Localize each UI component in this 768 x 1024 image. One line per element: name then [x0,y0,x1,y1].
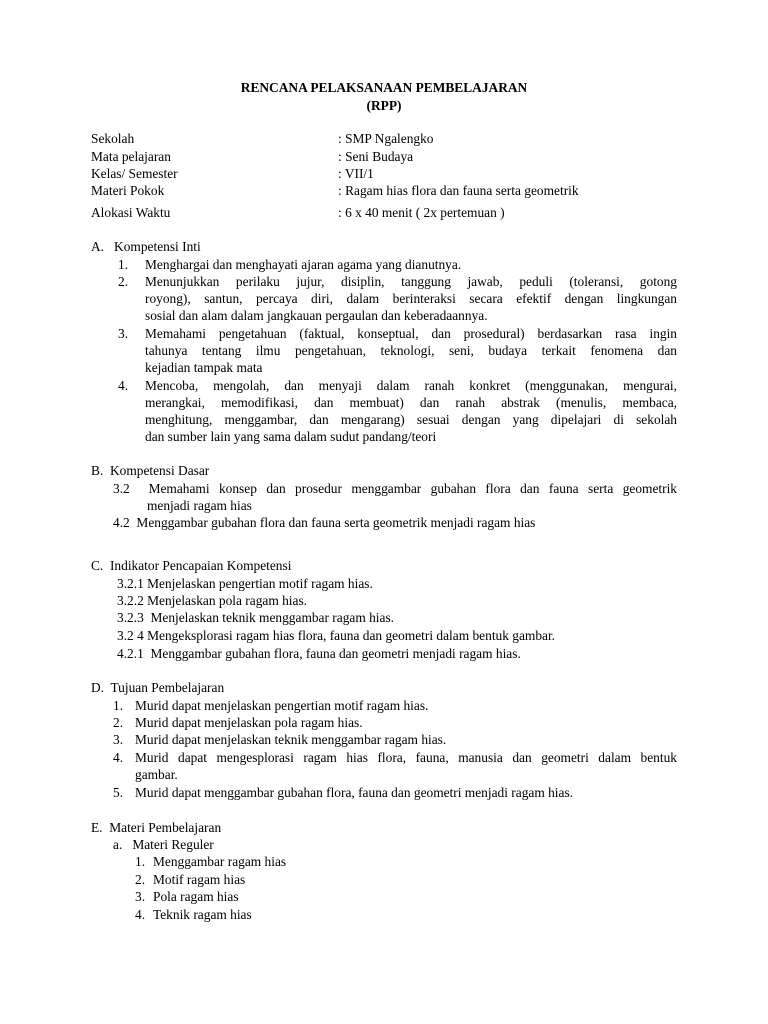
list-item-text: Menunjukkan perilaku jujur, disiplin, tanggung jawab, peduli (toleransi, gotong [145,274,677,289]
list-item-text: 3.2.1 Menjelaskan pengertian motif ragam hias. [117,576,373,591]
list-item-text: 3.2 4 Mengeksplorasi ragam hias flora, fauna dan geometri dalam bentuk gambar. [117,628,556,643]
list-item-text: Teknik ragam hias [153,907,252,922]
identity-label: Materi Pokok [91,183,165,198]
document-subtitle: (RPP) [366,98,402,113]
list-number: 3. [118,326,129,341]
identity-label: Kelas/ Semester [91,166,178,181]
list-item-text: Mencoba, mengolah, dan menyaji dalam ranah konkret (menggunakan, mengurai, [145,378,677,393]
list-item-text: 3.2 Memahami konsep dan prosedur menggambar gubahan flora dan fauna serta geometrik [113,481,677,496]
section-heading: B. Kompetensi Dasar [91,463,210,478]
subsection-heading: a. Materi Reguler [113,837,214,852]
identity-label: Sekolah [91,131,135,146]
list-item-text: menjadi ragam hias [147,498,252,513]
section-heading: E. Materi Pembelajaran [91,820,222,835]
list-number: 2. [135,872,146,887]
list-item-text: Menggambar ragam hias [153,854,287,869]
list-item-text: tahunya tentang ilmu pengetahuan, teknologi, seni, budaya terkait fenomena dan [145,343,677,358]
list-item-text: Pola ragam hias [153,889,239,904]
list-number: 1. [113,698,124,713]
list-item-text: royong), santun, percaya diri, dalam berinteraksi secara efektif dengan lingkungan [145,291,677,306]
list-item-text: Motif ragam hias [153,872,246,887]
identity-label: Mata pelajaran [91,149,171,164]
identity-value: : Ragam hias flora dan fauna serta geometrik [338,183,579,198]
list-item-text: sosial dan alam dalam jangkauan pergaulan dan keberadaannya. [145,308,488,323]
list-item-text: Murid dapat menggambar gubahan flora, fauna dan geometri menjadi ragam hias. [135,785,574,800]
list-item-text: 4.2.1 Menggambar gubahan flora, fauna dan geometri menjadi ragam hias. [117,646,521,661]
list-number: 1. [135,854,146,869]
identity-value: : 6 x 40 menit ( 2x pertemuan ) [338,205,505,220]
section-heading: A. Kompetensi Inti [91,239,201,254]
list-item-text: gambar. [135,767,178,782]
list-number: 3. [113,732,124,747]
list-number: 5. [113,785,124,800]
list-item-text: 3.2.3 Menjelaskan teknik menggambar ragam hias. [117,610,395,625]
document-title: RENCANA PELAKSANAAN PEMBELAJARAN [240,80,528,95]
section-heading: D. Tujuan Pembelajaran [91,680,225,695]
list-item-text: kejadian tampak mata [145,360,263,375]
list-number: 2. [113,715,124,730]
list-item-text: 3.2.2 Menjelaskan pola ragam hias. [117,593,308,608]
list-item-text: Murid dapat mengesplorasi ragam hias flora, fauna, manusia dan geometri dalam bentuk [135,750,677,765]
section-heading: C. Indikator Pencapaian Kompetensi [91,558,292,573]
identity-value: : VII/1 [338,166,374,181]
list-item-text: menghitung, menggambar, dan mengarang) sesuai dengan yang dipelajari di sekolah [145,412,677,427]
list-number: 4. [118,378,129,393]
list-number: 1. [118,257,129,272]
list-item-text: dan sumber lain yang sama dalam sudut pandang/teori [145,429,437,444]
list-number: 2. [118,274,129,289]
list-item-text: Menghargai dan menghayati ajaran agama yang dianutnya. [145,257,462,272]
list-number: 3. [135,889,146,904]
list-item-text: Murid dapat menjelaskan teknik menggambar ragam hias. [135,732,447,747]
list-number: 4. [135,907,146,922]
list-item-text: Murid dapat menjelaskan pengertian motif ragam hias. [135,698,429,713]
list-item-text: Memahami pengetahuan (faktual, konseptual, dan prosedural) berdasarkan rasa ingin [145,326,677,341]
identity-label: Alokasi Waktu [91,205,171,220]
identity-value: : SMP Ngalengko [338,131,434,146]
identity-value: : Seni Budaya [338,149,414,164]
list-item-text: Murid dapat menjelaskan pola ragam hias. [135,715,363,730]
list-item-text: 4.2 Menggambar gubahan flora dan fauna serta geometrik menjadi ragam hias [113,515,536,530]
list-item-text: merangkai, memodifikasi, dan membuat) dan ranah abstrak (menulis, membaca, [145,395,677,410]
list-number: 4. [113,750,124,765]
